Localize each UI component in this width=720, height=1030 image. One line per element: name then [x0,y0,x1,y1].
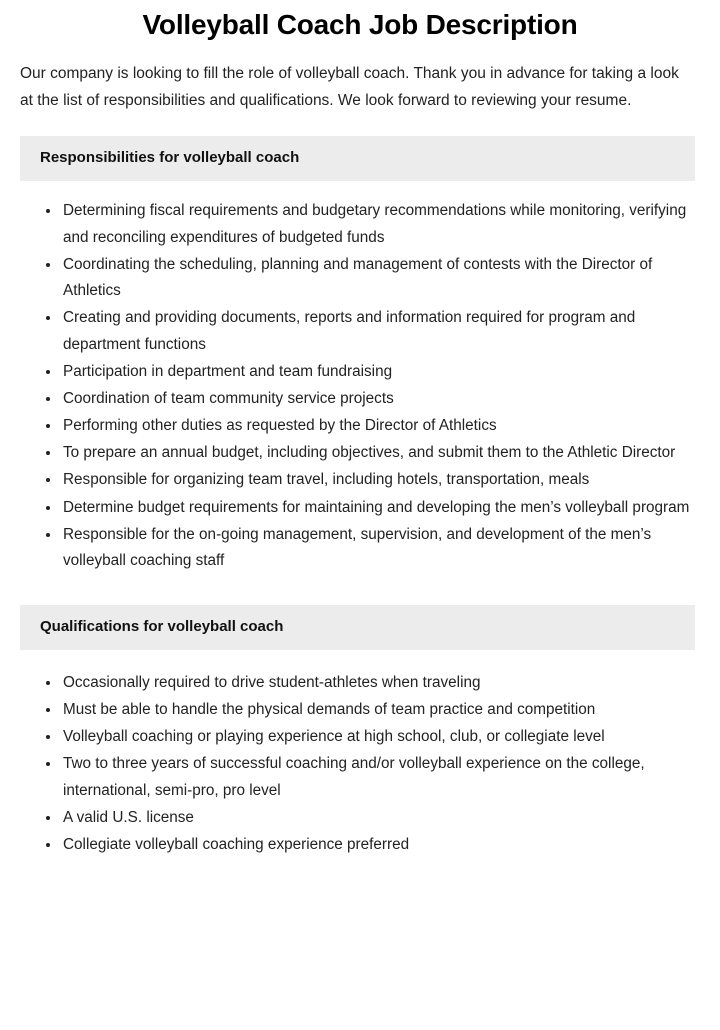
list-item: To prepare an annual budget, including objectives, and submit them to the Athletic Director [46,440,698,467]
page-title: Volleyball Coach Job Description [142,9,578,40]
list-item: Participation in department and team fundraising [46,359,698,386]
list-item: Responsible for the on-going management, supervision, and development of the men’s volleyball coaching staff [46,522,698,575]
qualifications-section-header [20,605,695,650]
list-item: Determining fiscal requirements and budgetary recommendations while monitoring, verifying and reconciling expenditures of budgeted funds [46,198,698,251]
list-item: Responsible for organizing team travel, including hotels, transportation, meals [46,467,698,494]
responsibilities-heading: Responsibilities for volleyball coach [40,149,300,166]
qualifications-list [0,650,720,859]
list-item: Performing other duties as requested by the Director of Athletics [46,413,698,440]
responsibilities-section-header [20,136,695,181]
list-item: Occasionally required to drive student-athletes when traveling [46,670,698,697]
intro-paragraph: Our company is looking to fill the role of volleyball coach. Thank you in advance for taking a look at the list of responsibilities and qualifications. We look forward to reviewing your resume. [20,65,679,109]
list-item: Coordinating the scheduling, planning and management of contests with the Director of Athletics [46,252,698,305]
list-item: Two to three years of successful coaching and/or volleyball experience on the college, international, semi-pro, pro level [46,751,698,804]
list-item: Determine budget requirements for maintaining and developing the men’s volleyball program [46,495,698,522]
list-item: A valid U.S. license [46,805,698,832]
qualifications-heading: Qualifications for volleyball coach [40,617,284,635]
list-item: Coordination of team community service projects [46,386,698,413]
list-item: Creating and providing documents, reports and information required for program and department functions [46,305,698,358]
list-item: Volleyball coaching or playing experience at high school, club, or collegiate level [46,724,698,751]
responsibilities-list [0,181,720,575]
list-item: Collegiate volleyball coaching experience preferred [46,832,698,859]
list-item: Must be able to handle the physical demands of team practice and competition [46,697,698,724]
